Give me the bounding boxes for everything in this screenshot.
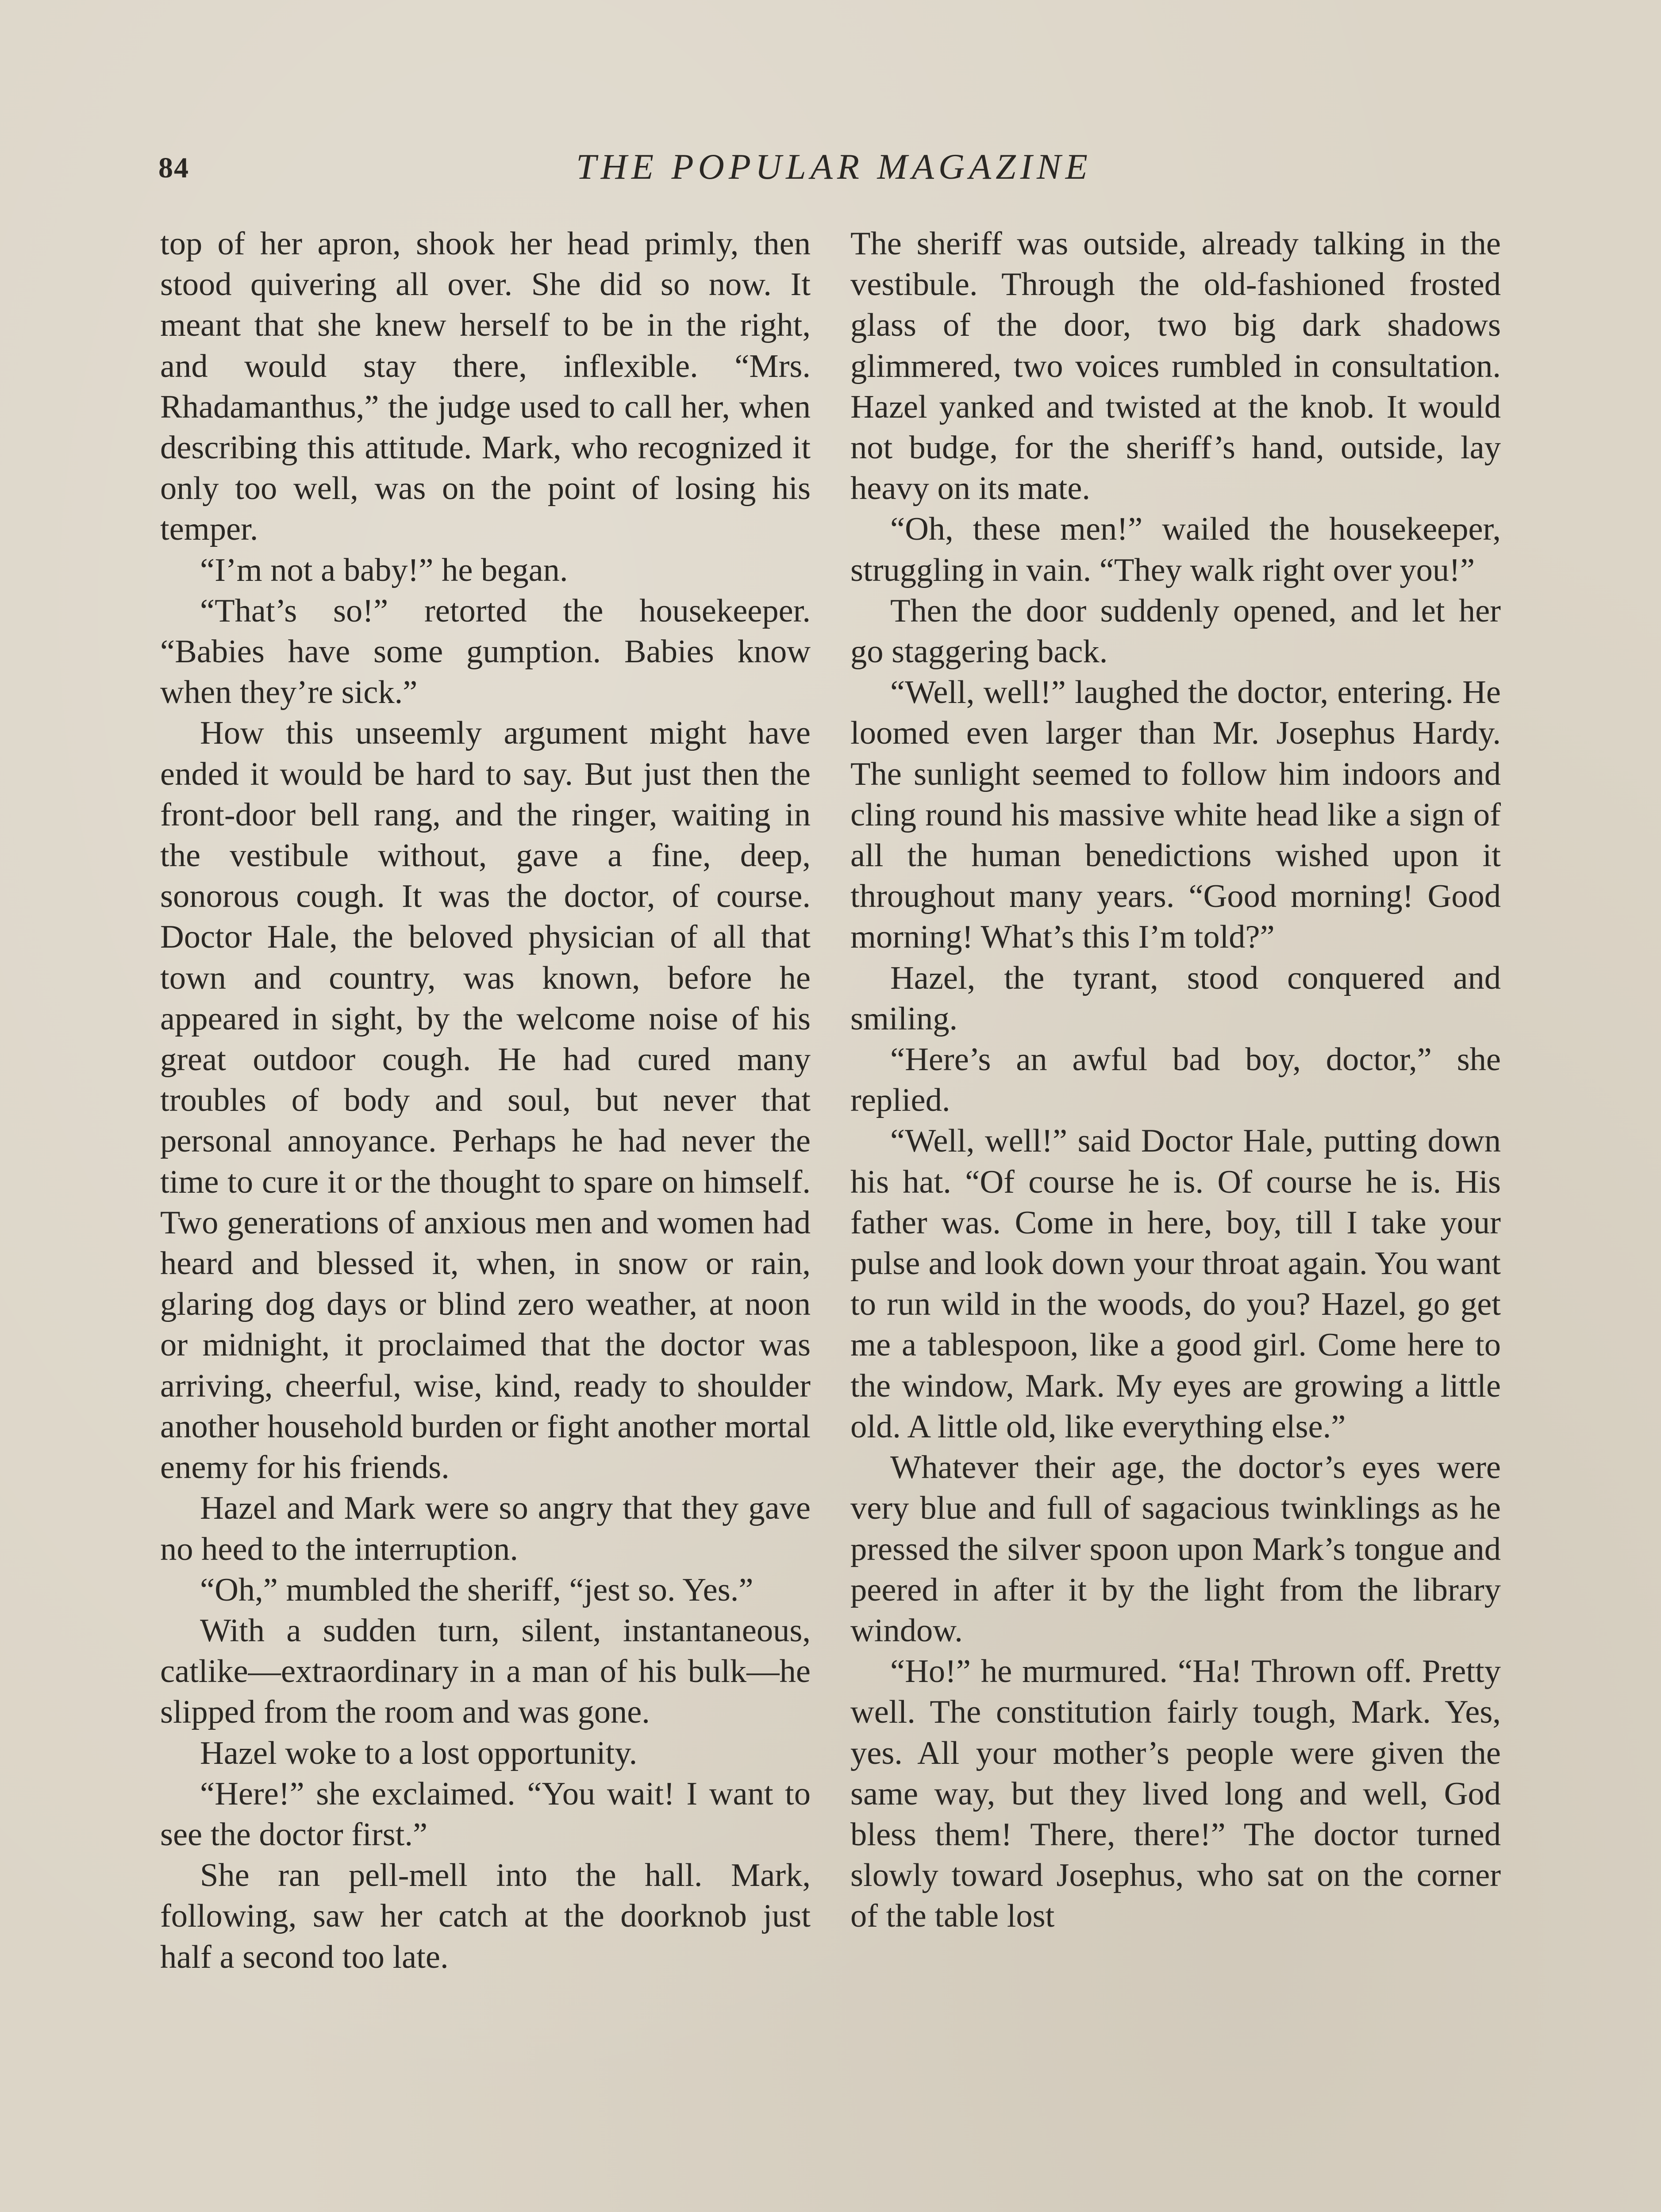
left-column	[160, 223, 811, 1978]
paragraph: The sheriff was outside, already talking in the vestibule. Through the old-fashioned frosted glass of the door, two big dark shadows glimmered, two voices rumbled in consultation. Hazel yanked and twisted at the knob. It would not budge, for the sheriff’s hand, outside, lay heavy on its mate.	[850, 226, 1501, 507]
paragraph: Hazel and Mark were so angry that they gave no heed to the interruption.	[160, 1490, 811, 1567]
running-head: THE POPULAR MAGAZINE	[576, 146, 1092, 187]
paragraph: “Here’s an awful bad boy, doctor,” she replied.	[850, 1041, 1501, 1119]
paragraph: Then the door suddenly opened, and let her go staggering back.	[850, 592, 1501, 670]
paragraph: She ran pell-mell into the hall. Mark, following, saw her catch at the doorknob just half a second too late.	[160, 1857, 811, 1975]
paragraph: “I’m not a baby!” he began.	[200, 552, 568, 588]
paragraph: “Well, well!” laughed the doctor, entering. He loomed even larger than Mr. Josephus Hardy. The sunlight seemed to follow him indoors and cling round his massive white head like a sign of all the human benedictions wished upon it throughout many years. “Good morning! Good morning! What’s this I’m told?”	[850, 674, 1501, 956]
paragraph: “Oh, these men!” wailed the housekeeper, struggling in vain. “They walk right over you!”	[850, 511, 1501, 588]
paragraph: With a sudden turn, silent, instantaneous, catlike—extraordinary in a man of his bulk—he slipped from the room and was gone.	[160, 1612, 811, 1731]
paragraph: Hazel, the tyrant, stood conquered and smiling.	[850, 960, 1501, 1037]
paragraph: Whatever their age, the doctor’s eyes were very blue and full of sagacious twinklings as he pressed the silver spoon upon Mark’s tongue and peered in after it by the light from the library window.	[850, 1449, 1501, 1649]
paragraph: top of her apron, shook her head primly, then stood quivering all over. She did so now. It meant that she knew herself to be in the right, and would stay there, inflexible. “Mrs. Rhadamanthus,” the judge used to call her, when describing this attitude. Mark, who recognized it only too well, was on the point of losing his temper.	[160, 226, 811, 548]
paragraph: “Oh,” mumbled the sheriff, “jest so. Yes.”	[200, 1571, 754, 1608]
paragraph: Hazel woke to a lost opportunity.	[200, 1735, 638, 1771]
paragraph: “Well, well!” said Doctor Hale, putting down his hat. “Of course he is. Of course he is. His father was. Come in here, boy, till I take your pulse and look down your throat again. You want to run wild in the woods, do you? Hazel, go get me a tablespoon, like a good girl. Come here to the window, Mark. My eyes are growing a little old. A little old, like everything else.”	[850, 1123, 1501, 1445]
right-column	[850, 223, 1501, 1937]
paragraph: “That’s so!” retorted the housekeeper. “Babies have some gumption. Babies know when they’re sick.”	[160, 592, 811, 711]
paragraph: “Here!” she exclaimed. “You wait! I want to see the doctor first.”	[160, 1775, 811, 1853]
page-number: 84	[158, 152, 189, 184]
paragraph: “Ho!” he murmured. “Ha! Thrown off. Pretty well. The constitution fairly tough, Mark. Yes, yes. All your mother’s people were given the same way, but they lived long and well, God bless them! There, there!” The doctor turned slowly toward Josephus, who sat on the corner of the table lost	[850, 1653, 1501, 1935]
page-header	[150, 146, 1518, 199]
paragraph: How this unseemly argument might have ended it would be hard to say. But just then the front-door bell rang, and the ringer, waiting in the vestibule without, gave a fine, deep, sonorous cough. It was the doctor, of course. Doctor Hale, the beloved physician of all that town and country, was known, before he appeared in sight, by the welcome noise of his great outdoor cough. He had cured many troubles of body and soul, but never that personal annoyance. Perhaps he had never the time to cure it or the thought to spare on himself. Two generations of anxious men and women had heard and blessed it, when, in snow or rain, glaring dog days or blind zero weather, at noon or midnight, it proclaimed that the doctor was arriving, cheerful, wise, kind, ready to shoulder another household burden or fight another mortal enemy for his friends.	[160, 715, 811, 1486]
